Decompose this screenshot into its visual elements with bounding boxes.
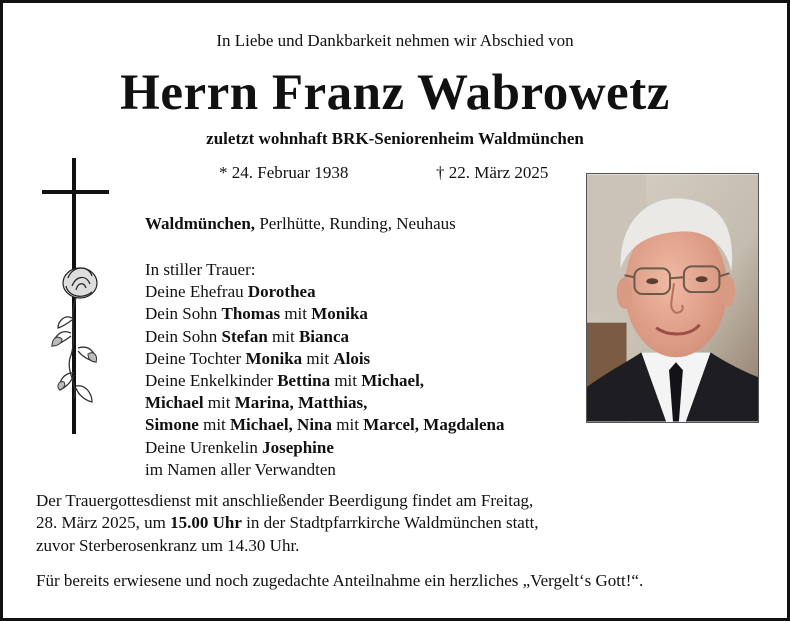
mourner-relation: mit bbox=[302, 348, 334, 368]
places-rest: Perlhütte, Runding, Neuhaus bbox=[255, 214, 456, 233]
residence-text: zuletzt wohnhaft BRK-Seniorenheim Waldmünchen bbox=[206, 129, 584, 148]
service-info bbox=[36, 490, 539, 557]
mourner-name: Michael bbox=[145, 393, 204, 413]
thanks-text: Für bereits erwiesene und noch zugedachte Anteilnahme ein herzliches „Vergelt‘s Gott!“. bbox=[36, 571, 644, 590]
mourner-name: Alois bbox=[333, 348, 371, 368]
mourner-name: Michael, bbox=[361, 371, 425, 391]
mourner-relation: im Namen aller Verwandten bbox=[145, 459, 336, 479]
mourner-name: Bettina bbox=[277, 371, 331, 391]
places-bold: Waldmünchen, bbox=[145, 214, 256, 233]
mourner-line bbox=[145, 348, 505, 370]
mourner-name: Josephine bbox=[262, 437, 334, 457]
mourner-line bbox=[145, 326, 505, 348]
mourner-relation: mit bbox=[332, 415, 364, 435]
mourner-relation: Deine Ehefrau bbox=[145, 282, 248, 302]
mourner-relation: mit bbox=[198, 415, 231, 435]
cross-with-rose-icon bbox=[38, 158, 113, 438]
service-line-3: zuvor Sterberosenkranz um 14.30 Uhr. bbox=[36, 535, 300, 555]
mourner-relation: mit bbox=[267, 326, 299, 346]
mourner-relation: Deine Tochter bbox=[145, 348, 246, 368]
service-line-1: Der Trauergottesdienst mit anschließender Beerdigung findet am Freitag, bbox=[36, 491, 534, 510]
mourner-name: Simone bbox=[145, 415, 199, 435]
mourner-name: Marina, Matthias, bbox=[234, 393, 368, 413]
mourner-relation: mit bbox=[280, 304, 312, 324]
death-date: † 22. März 2025 bbox=[436, 163, 549, 182]
mourner-name: Michael, Nina bbox=[230, 415, 333, 435]
mourner-line bbox=[145, 437, 505, 459]
mourner-line bbox=[145, 414, 505, 436]
mourner-name: Dorothea bbox=[247, 282, 316, 302]
mourner-line bbox=[145, 370, 505, 392]
mourner-line bbox=[145, 281, 505, 303]
service-place: in der Stadtpfarrkirche Waldmünchen statt, bbox=[241, 513, 539, 533]
mourner-name: Monika bbox=[311, 304, 368, 324]
mourner-name: Marcel, Magdalena bbox=[363, 415, 505, 435]
mourner-name: Stefan bbox=[221, 326, 268, 346]
mourner-relation: mit bbox=[330, 371, 362, 391]
mourner-line bbox=[145, 303, 505, 325]
service-time: 15.00 Uhr bbox=[170, 513, 242, 533]
intro-text: In Liebe und Dankbarkeit nehmen wir Abschied von bbox=[216, 31, 574, 50]
mourner-relation: mit bbox=[203, 393, 235, 413]
mourner-relation: Dein Sohn bbox=[145, 304, 222, 324]
portrait-photo bbox=[586, 173, 759, 423]
mourner-name: Monika bbox=[245, 348, 303, 368]
mourner-name: Thomas bbox=[221, 304, 281, 324]
mourner-name: Bianca bbox=[298, 326, 350, 346]
mourners-heading: In stiller Trauer: bbox=[145, 260, 256, 279]
birth-date: * 24. Februar 1938 bbox=[219, 163, 349, 182]
deceased-name: Herrn Franz Wabrowetz bbox=[120, 65, 670, 121]
mourners-list bbox=[145, 259, 505, 481]
mourner-relation: Deine Enkelkinder bbox=[145, 371, 278, 391]
mourner-line bbox=[145, 459, 505, 481]
places-line bbox=[145, 214, 456, 234]
mourner-relation: Deine Urenkelin bbox=[145, 437, 263, 457]
service-date: 28. März 2025, um bbox=[36, 513, 171, 533]
mourner-line bbox=[145, 392, 505, 414]
mourner-relation: Dein Sohn bbox=[145, 326, 222, 346]
service-line-2 bbox=[36, 512, 539, 534]
